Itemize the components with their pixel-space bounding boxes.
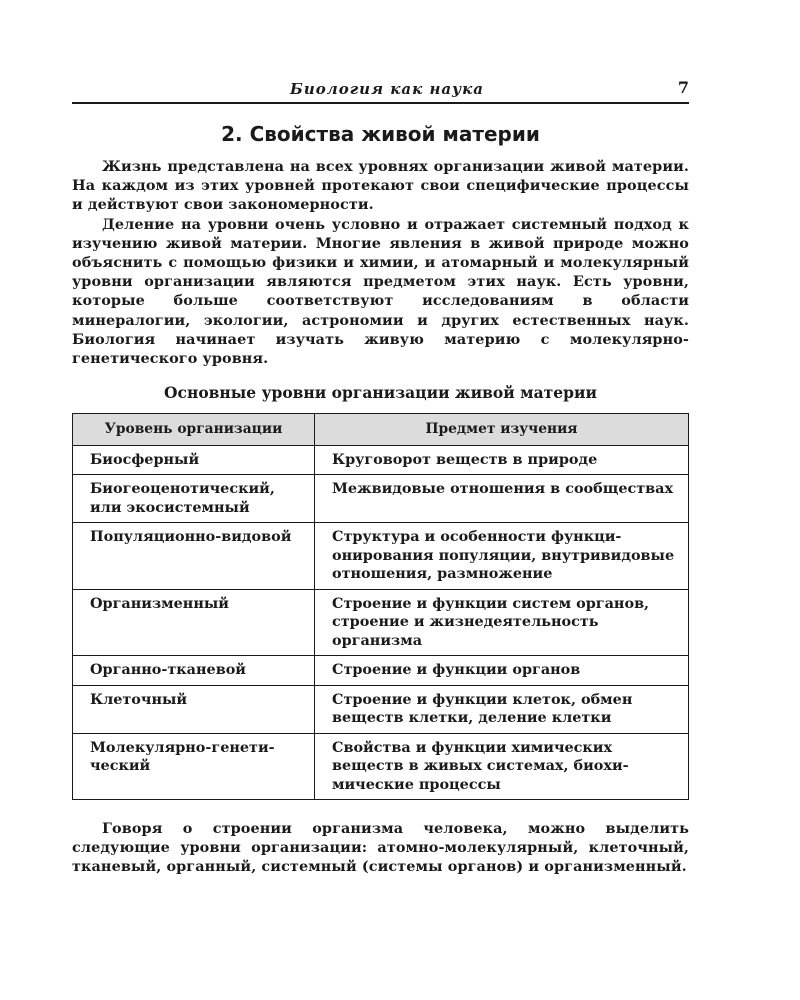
closing-paragraph-wrap [72, 819, 689, 877]
level-cell: Молекулярно-генетический [73, 733, 315, 800]
page-number: 7 [677, 78, 689, 97]
column-header-subject: Предмет изучения [315, 414, 689, 446]
level-cell: Популяционно-видовой [73, 523, 315, 590]
table-row [73, 733, 689, 800]
column-header-level: Уровень организации [73, 414, 315, 446]
table-title: Основные уровни организации живой материи [164, 383, 597, 402]
paragraph-2: Деление на уровни очень условно и отражает системный подход к изучению живой материи. Многие явления в живой природе можно объяснить с помощью физики и химии, и атомарный и молекулярный уровни организации являются предметом этих наук. Есть уровни, которые больше соответствуют исследованиям в области минералогии, экологии, астрономии и других естественных наук. Биология начинает изучать живую материю с молекулярно-генетического уровня. [72, 215, 689, 368]
table-row [73, 589, 689, 656]
subject-cell: Строение и функции клеток, обмен веществ клетки, деление клетки [315, 685, 689, 733]
level-cell: Клеточный [73, 685, 315, 733]
running-title: Биология как наука [290, 80, 484, 98]
table-row [73, 475, 689, 523]
subject-cell: Строение и функции систем органов, строение и жизнедеятельность организма [315, 589, 689, 656]
section-title: 2. Свойства живой материи [221, 122, 540, 146]
subject-cell: Свойства и функции химических веществ в живых системах, биохимические процессы [315, 733, 689, 800]
paragraph-1: Жизнь представлена на всех уровнях организации живой материи. На каждом из этих уровней протекают свои специфические процессы и действуют свои закономерности. [72, 158, 689, 214]
level-cell: Биосферный [73, 445, 315, 475]
intro-paragraphs [72, 157, 689, 368]
page-header [72, 80, 689, 104]
level-cell: Органно-тканевой [73, 656, 315, 686]
levels-table [72, 413, 689, 800]
table-row [73, 523, 689, 590]
closing-paragraph: Говоря о строении организма человека, можно выделить следующие уровни организации: атомно-молекулярный, клеточный, тканевый, органный, системный (системы органов) и организменный. [72, 820, 689, 876]
level-cell: Организменный [73, 589, 315, 656]
level-cell: Биогеоценотический, или экосистемный [73, 475, 315, 523]
subject-cell: Структура и особенности функционирования популяции, внутривидовые отношения, размножение [315, 523, 689, 590]
subject-cell: Строение и функции органов [315, 656, 689, 686]
table-row [73, 445, 689, 475]
table-header-row [73, 414, 689, 446]
table-row [73, 656, 689, 686]
table-row [73, 685, 689, 733]
subject-cell: Межвидовые отношения в сообществах [315, 475, 689, 523]
subject-cell: Круговорот веществ в природе [315, 445, 689, 475]
